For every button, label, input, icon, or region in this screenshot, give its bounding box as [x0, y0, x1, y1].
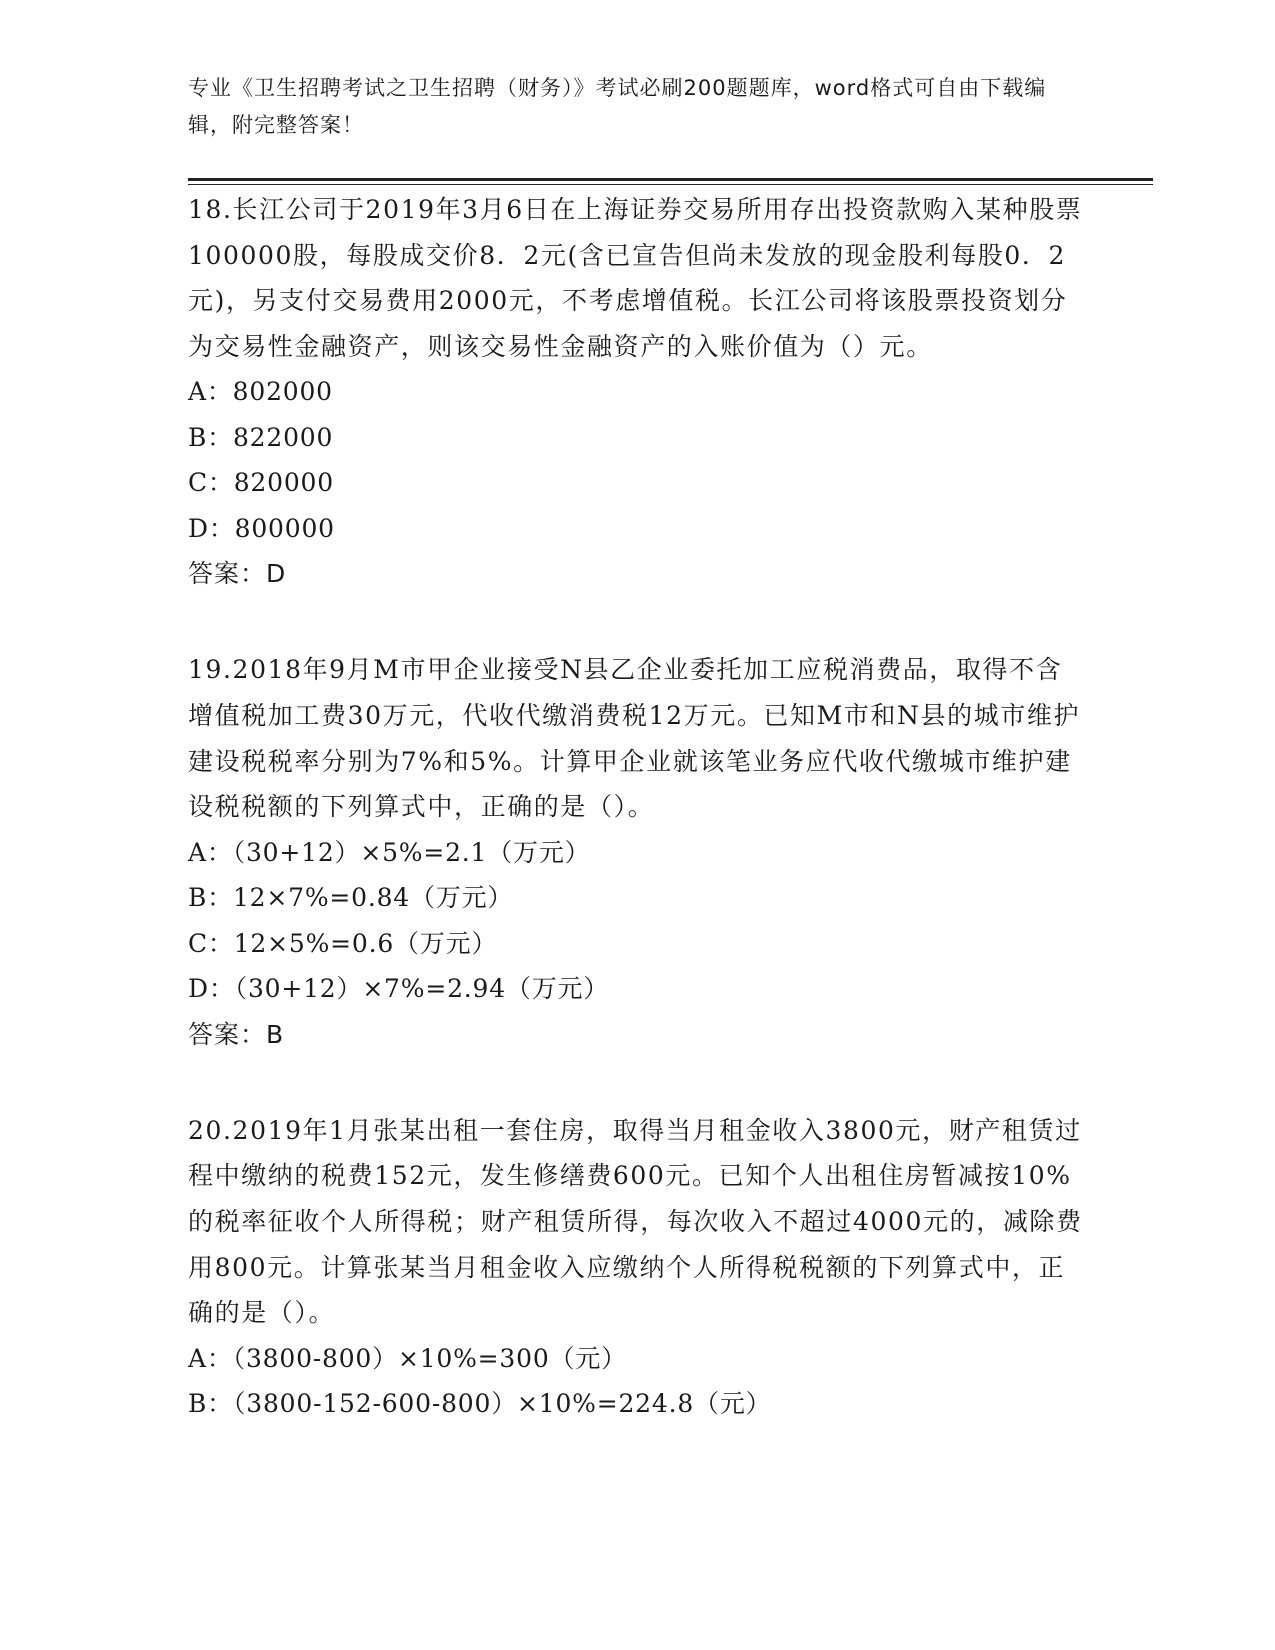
question-20	[188, 1108, 1088, 1427]
option-d: D：800000	[188, 513, 335, 543]
option-a: A：（30+12）×5%=2.1（万元）	[188, 837, 591, 867]
option-b: B：822000	[188, 422, 334, 452]
answer-label: 答案：D	[188, 559, 287, 589]
answer-label: 答案：B	[188, 1019, 285, 1049]
option-d: D：（30+12）×7%=2.94（万元）	[188, 974, 610, 1004]
header-divider-thin	[188, 184, 1153, 185]
option-a: A：802000	[188, 377, 333, 407]
document-page	[188, 0, 1153, 1650]
document-header: 专业《卫生招聘考试之卫生招聘（财务）》考试必刷200题题库，word格式可自由下载编辑，附完整答案！	[188, 76, 1047, 137]
question-stem: 20.2019年1月张某出租一套住房，取得当月租金收入3800元，财产租赁过程中缴纳的税费152元，发生修缮费600元。已知个人出租住房暂减按10%的税率征收个人所得税；财产租赁所得，每次收入不超过4000元的，减除费用800元。计算张某当月租金收入应缴纳个人所得税税额的下列算式中，正确的是（）。	[188, 1115, 1083, 1328]
option-b: B：（3800-152-600-800）×10%=224.8（元）	[188, 1389, 772, 1419]
option-b: B：12×7%=0.84（万元）	[188, 883, 514, 913]
question-stem: 19.2018年9月M市甲企业接受N县乙企业委托加工应税消费品，取得不含增值税加工费30万元，代收代缴消费税12万元。已知M市和N县的城市维护建设税税率分别为7%和5%。计算甲企业就该笔业务应代收代缴城市维护建设税税额的下列算式中，正确的是（）。	[188, 655, 1081, 822]
option-c: C：820000	[188, 468, 334, 498]
option-c: C：12×5%=0.6（万元）	[188, 928, 498, 958]
header-divider-thick	[188, 178, 1153, 181]
question-stem: 18.长江公司于2019年3月6日在上海证券交易所用存出投资款购入某种股票100000股，每股成交价8．2元(含已宣告但尚未发放的现金股利每股0．2元)，另支付交易费用2000元，不考虑增值税。长江公司将该股票投资划分为交易性金融资产，则该交易性金融资产的入账价值为（）元。	[188, 195, 1083, 361]
question-19	[188, 647, 1088, 1056]
question-list	[188, 187, 1088, 1478]
option-a: A：（3800-800）×10%=300（元）	[188, 1343, 627, 1373]
question-18	[188, 187, 1088, 596]
